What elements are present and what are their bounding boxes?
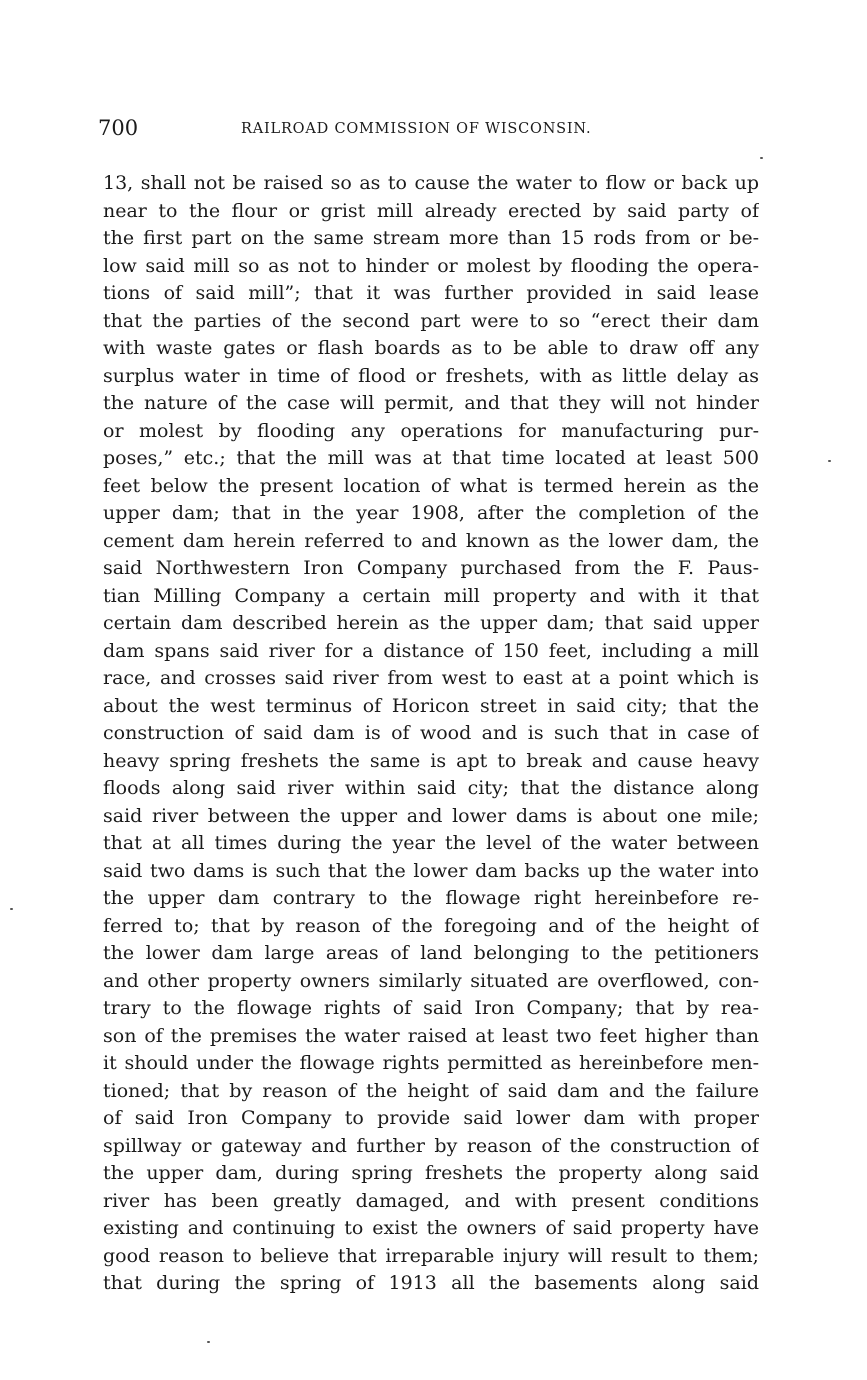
text-line: and other property owners similarly situated are overflowed, con- xyxy=(103,969,759,992)
text-line: existing and continuing to exist the owners of said property have xyxy=(103,1217,759,1239)
text-line: surplus water in time of flood or freshets, with as little delay as xyxy=(103,364,759,387)
text-line: of said Iron Company to provide said lower dam with proper xyxy=(103,1107,759,1129)
text-line: that during the spring of 1913 all the basements along said xyxy=(103,1272,759,1294)
text-line: the upper dam, during spring freshets the property along said xyxy=(103,1162,759,1184)
text-line: said river between the upper and lower dams is about one mile; xyxy=(103,804,759,827)
text-line: good reason to believe that irreparable injury will result to them; xyxy=(103,1244,759,1267)
text-line: heavy spring freshets the same is apt to break and cause heavy xyxy=(103,749,759,772)
text-line: construction of said dam is of wood and is such that in case of xyxy=(103,722,759,744)
text-line: the upper dam contrary to the flowage right hereinbefore re- xyxy=(103,887,759,909)
text-line: river has been greatly damaged, and with present conditions xyxy=(103,1189,759,1212)
text-line: tioned; that by reason of the height of said dam and the failure xyxy=(103,1079,759,1102)
text-line: dam spans said river for a distance of 150 feet, including a mill xyxy=(103,639,759,662)
text-line: about the west terminus of Horicon street in said city; that the xyxy=(103,694,759,717)
text-line: that the parties of the second part were to so “erect their dam xyxy=(103,309,759,332)
body-text xyxy=(103,170,759,1298)
text-line: cement dam herein referred to and known as the lower dam, the xyxy=(103,529,759,552)
text-line: tian Milling Company a certain mill property and with it that xyxy=(103,584,759,607)
text-line: it should under the flowage rights permitted as hereinbefore men- xyxy=(103,1052,759,1074)
text-line: 13, shall not be raised so as to cause the water to flow or back up xyxy=(103,172,759,194)
text-line: feet below the present location of what is termed herein as the xyxy=(103,474,759,497)
text-line: said Northwestern Iron Company purchased from the F. Paus- xyxy=(103,557,759,579)
text-line: with waste gates or flash boards as to be able to draw off any xyxy=(103,337,759,359)
text-line: the nature of the case will permit, and that they will not hinder xyxy=(103,392,759,414)
scan-speck xyxy=(760,157,763,159)
text-line: certain dam described herein as the upper dam; that said upper xyxy=(103,612,759,634)
running-head: RAILROAD COMMISSION OF WISCONSIN. xyxy=(241,121,592,137)
page-header xyxy=(98,116,738,146)
text-line: upper dam; that in the year 1908, after the completion of the xyxy=(103,502,759,524)
text-line: the lower dam large areas of land belonging to the petitioners xyxy=(103,942,759,964)
text-line: or molest by flooding any operations for manufacturing pur- xyxy=(103,419,759,442)
text-line: poses,” etc.; that the mill was at that time located at least 500 xyxy=(103,447,759,469)
text-line: near to the flour or grist mill already erected by said party of xyxy=(103,199,759,222)
text-line: trary to the flowage rights of said Iron Company; that by rea- xyxy=(103,997,759,1019)
text-line: said two dams is such that the lower dam backs up the water into xyxy=(103,859,759,882)
scan-speck xyxy=(207,1341,210,1343)
text-line: son of the premises the water raised at least two feet higher than xyxy=(103,1024,759,1047)
text-line: spillway or gateway and further by reason of the construction of xyxy=(103,1134,759,1157)
text-line: ferred to; that by reason of the foregoing and of the height of xyxy=(103,914,759,937)
text-line: low said mill so as not to hinder or molest by flooding the opera- xyxy=(103,254,759,277)
text-line: race, and crosses said river from west to east at a point which is xyxy=(103,667,759,689)
scan-speck xyxy=(10,908,13,910)
text-line: that at all times during the year the level of the water between xyxy=(103,832,759,854)
text-line: the first part on the same stream more than 15 rods from or be- xyxy=(103,227,759,249)
scan-speck xyxy=(828,460,831,462)
text-line: floods along said river within said city; that the distance along xyxy=(103,777,759,799)
page-number: 700 xyxy=(98,116,139,140)
text-line: tions of said mill”; that it was further provided in said lease xyxy=(103,282,759,304)
